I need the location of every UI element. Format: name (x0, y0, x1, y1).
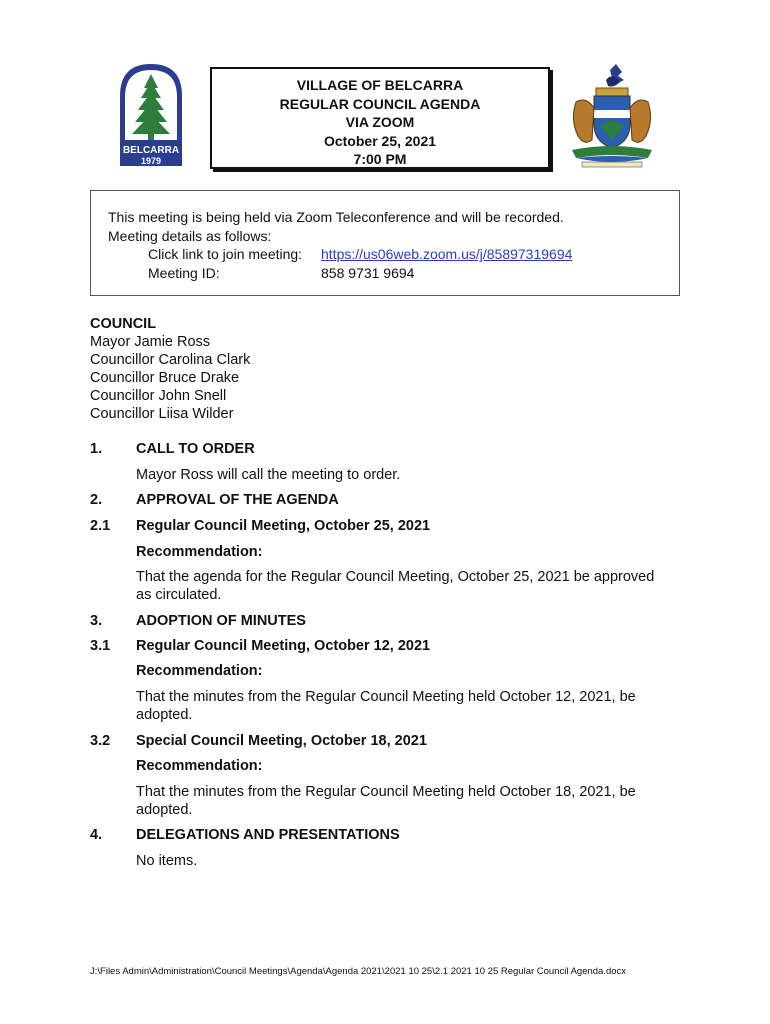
footer-file-path: J:\Files Admin\Administration\Council Meetings\Agenda\Agenda 2021\2021 10 25\2.1 2021 10 25 Regular Council Agenda.docx (90, 966, 627, 977)
meeting-id-label: Meeting ID: (148, 264, 220, 281)
item-heading: Regular Council Meeting, October 12, 2021 (136, 638, 431, 654)
agenda-title-box (210, 67, 550, 169)
item-heading: Special Council Meeting, October 18, 2021 (136, 733, 427, 749)
recommendation-label: Recommendation: (136, 663, 263, 679)
item-heading: APPROVAL OF THE AGENDA (136, 492, 339, 508)
item-text: That the agenda for the Regular Council Meeting, October 25, 2021 be approved (136, 569, 655, 585)
item-text: That the minutes from the Regular Council Meeting held October 12, 2021, be (136, 689, 636, 705)
council-section (90, 315, 250, 423)
recording-notice: This meeting is being held via Zoom Teleconference and will be recorded. (108, 209, 564, 225)
item-heading: ADOPTION OF MINUTES (136, 613, 306, 629)
council-heading: COUNCIL (90, 316, 157, 332)
item-heading: DELEGATIONS AND PRESENTATIONS (136, 827, 400, 843)
join-link-label: Click link to join meeting: (148, 246, 303, 262)
meeting-info-box (90, 190, 680, 296)
item-number: 3.1 (90, 638, 111, 654)
item-number: 3.2 (90, 733, 111, 749)
item-heading: Regular Council Meeting, October 25, 2021 (136, 518, 431, 534)
logo-name: BELCARRA (122, 145, 180, 156)
title-line: VILLAGE OF BELCARRA (296, 77, 464, 93)
council-member: Councillor Bruce Drake (90, 370, 240, 386)
item-text: adopted. (136, 707, 193, 723)
item-text: Mayor Ross will call the meeting to order. (136, 467, 401, 483)
details-intro: Meeting details as follows: (108, 227, 272, 244)
item-number: 4. (90, 827, 103, 843)
zoom-join-link[interactable]: https://us06web.zoom.us/j/85897319694 (321, 246, 573, 262)
item-text: as circulated. (136, 587, 222, 603)
recommendation-label: Recommendation: (136, 544, 263, 560)
recommendation-label: Recommendation: (136, 758, 263, 774)
council-member: Councillor Liisa Wilder (90, 406, 234, 422)
title-line: VIA ZOOM (345, 114, 415, 130)
item-number: 1. (90, 441, 103, 457)
logo-year: 1979 (140, 156, 162, 166)
item-text: No items. (136, 853, 198, 869)
title-line: October 25, 2021 (323, 132, 437, 149)
council-member: Councillor John Snell (90, 388, 227, 404)
belcarra-logo (118, 62, 184, 166)
item-number: 3. (90, 613, 103, 629)
council-member: Mayor Jamie Ross (90, 334, 211, 350)
item-heading: CALL TO ORDER (136, 441, 255, 457)
item-text: That the minutes from the Regular Council Meeting held October 18, 2021, be (136, 784, 636, 800)
item-number: 2.1 (90, 518, 111, 534)
coat-of-arms-image (566, 62, 658, 170)
item-text: adopted. (136, 802, 193, 818)
council-member: Councillor Carolina Clark (90, 352, 251, 368)
item-number: 2. (90, 492, 103, 508)
title-line: REGULAR COUNCIL AGENDA (279, 95, 481, 112)
title-line: 7:00 PM (353, 151, 407, 167)
meeting-id-value: 858 9731 9694 (321, 264, 415, 281)
